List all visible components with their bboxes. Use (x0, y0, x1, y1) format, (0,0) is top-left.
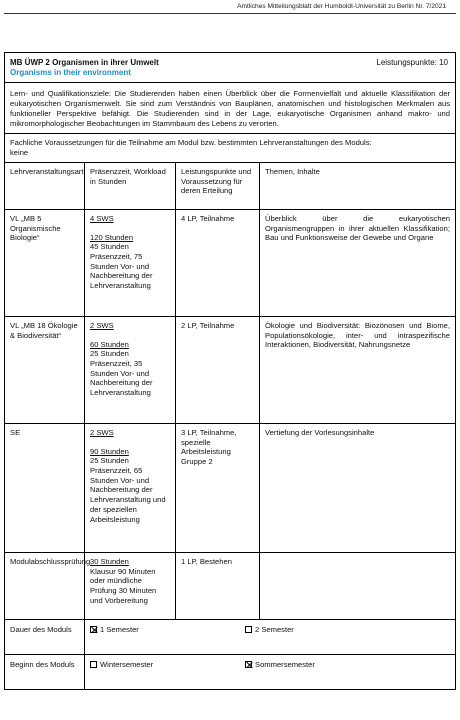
qualification-block (4, 82, 456, 133)
prerequisites-label: Fachliche Voraussetzungen für die Teilnahme am Modul bzw. bestimmten Lehrveranstaltungen des Moduls: (10, 138, 372, 148)
hours-value: 90 Stunden (90, 446, 129, 456)
header-divider (4, 13, 456, 14)
duration-option-1[interactable] (90, 625, 245, 649)
module-description (4, 52, 456, 690)
sws-value: 2 SWS (90, 427, 114, 437)
workload-cell (84, 553, 175, 619)
workload-text: Klausur 90 Minuten oder mündliche Prüfung 30 Minuten und Vorbereitung (90, 566, 157, 605)
module-subtitle: Organisms in their environment (10, 68, 131, 78)
duration-label: Dauer des Moduls (10, 624, 72, 634)
table-row (4, 552, 456, 619)
workload-text: 45 Stunden Präsenzzeit, 75 Stunden Vor- und Nachbereitung der Lehrveranstaltung (90, 242, 153, 291)
duration-option-2-label: 2 Semester (255, 624, 294, 634)
header-cell: Präsenzzeit, Workload in Stunden (84, 163, 175, 209)
start-option-2[interactable] (245, 660, 315, 684)
header-cell: Lehrveranstaltungsart (10, 166, 84, 176)
hours-value: 120 Stunden (90, 232, 134, 242)
workload-cell (84, 317, 175, 423)
table-header (4, 162, 456, 209)
table-row (4, 316, 456, 423)
course-type: Modulabschlussprüfung (10, 556, 91, 566)
table-row (4, 423, 456, 552)
start-option-1[interactable] (90, 660, 245, 684)
prerequisites-value: keine (10, 148, 29, 158)
hours-value: 30 Stunden (90, 556, 129, 566)
course-type: SE (10, 427, 21, 437)
start-row (4, 654, 456, 690)
topics-cell (259, 553, 455, 619)
workload-text: 25 Stunden Präsenzzeit, 65 Stunden Vor- und Nachbereitung der Lehrveranstaltung und der speziellen Arbeitsleistung (90, 456, 166, 524)
checkbox-icon[interactable] (245, 626, 252, 633)
checkbox-checked-icon[interactable] (90, 626, 97, 633)
sws-value: 2 SWS (90, 320, 114, 330)
header-cell: Leistungspunkte und Voraussetzung für deren Erteilung (175, 163, 259, 209)
table-row (4, 209, 456, 316)
prerequisites-block (4, 133, 456, 161)
hours-value: 60 Stunden (90, 339, 129, 349)
points-cell: 2 LP, Teilnahme (175, 317, 259, 423)
qualification-text: Lern- und Qualifikationsziele: Die Studierenden haben einen Überblick über die Formenvielfalt und aktuelle Klassifikation der eukaryotischen Organismenwelt. Sie sind zum Verständnis von Bauplänen, anatomischen und histologischen Merkmalen aus funktioneller Perspektive befähigt. Die Studierenden sind in der Lage, eukaryotische Organismen anhand makro- und mikromorphologischer Beobachtungen im Stammbaum des Lebens zu verorten. (10, 89, 450, 128)
course-type: VL „MB 18 Ökologie & Biodiversität“ (10, 320, 78, 340)
topics-cell: Vertiefung der Vorlesungsinhalte (259, 424, 455, 552)
workload-cell (84, 424, 175, 552)
duration-option-2[interactable] (245, 625, 294, 649)
module-title: MB ÜWP 2 Organismen in ihrer Umwelt (10, 58, 159, 67)
module-points: Leistungspunkte: 10 (376, 58, 448, 67)
points-cell: 4 LP, Teilnahme (175, 210, 259, 316)
checkbox-icon[interactable] (90, 661, 97, 668)
start-option-2-label: Sommersemester (255, 659, 315, 669)
duration-option-1-label: 1 Semester (100, 624, 139, 634)
start-label: Beginn des Moduls (10, 659, 75, 669)
points-cell: 1 LP, Bestehen (175, 553, 259, 619)
course-type: VL „MB 5 Organismische Biologie“ (10, 213, 61, 243)
header-cell: Themen, Inhalte (259, 163, 455, 209)
topics-cell: Überblick über die eukaryotischen Organismengruppen in ihrer aktuellen Klassifikation; Bau und Funktionsweise der Gewebe und Organe (259, 210, 455, 316)
start-option-1-label: Wintersemester (100, 659, 154, 669)
page-header: Amtliches Mitteilungsblatt der Humboldt-Universität zu Berlin Nr. 7/2021 (237, 3, 446, 10)
sws-value: 4 SWS (90, 213, 114, 223)
checkbox-checked-icon[interactable] (245, 661, 252, 668)
workload-cell (84, 210, 175, 316)
points-cell: 3 LP, Teilnahme, spezielle Arbeitsleistung Gruppe 2 (175, 424, 259, 552)
module-head-block (4, 52, 456, 82)
topics-cell: Ökologie und Biodiversität: Biozönosen und Biome, Populationsökologie, inter- und intraspezifische Interaktionen, Biodiversität, Nahrungsnetze (259, 317, 455, 423)
workload-text: 25 Stunden Präsenzzeit, 35 Stunden Vor- und Nachbereitung der Lehrveranstaltung (90, 349, 153, 398)
duration-row (4, 619, 456, 654)
